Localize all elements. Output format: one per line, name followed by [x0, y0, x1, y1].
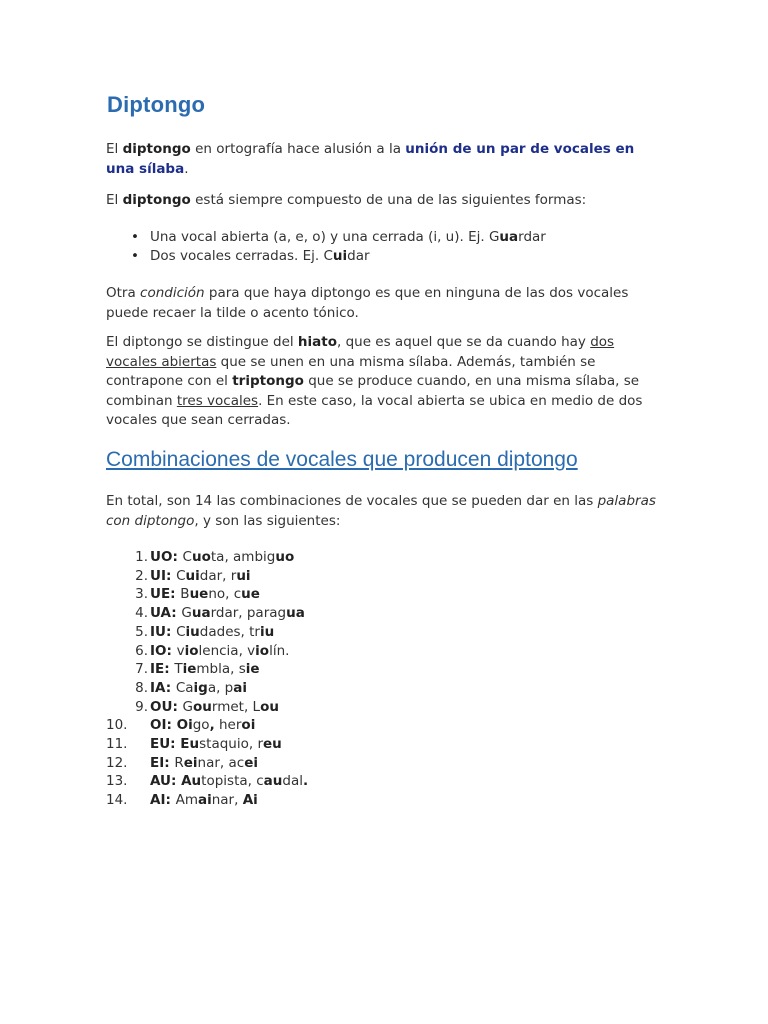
link-tres-vocales[interactable]: tres vocales [176, 392, 259, 409]
term-palabras-con-diptongo: palabras con diptongo [106, 493, 656, 529]
combination-item: 13. AU: Autopista, caudal. [106, 773, 309, 790]
combination-key: EI: [150, 754, 175, 771]
hiato-paragraph: El diptongo se distingue del hiato, que es aquel que se da cuando hay dos vocales abiertas que se unen en una misma sílaba. Además, también se contrapone con el triptongo que se produce cuando, en una misma sílaba, se combinan tres vocales. En este caso, la vocal abierta se ubica en medio de dos vocales que sean cerradas. [106, 334, 643, 428]
combination-key: UO: [150, 549, 183, 565]
combination-key: UE: [150, 586, 181, 603]
term-diptongo: diptongo [122, 192, 191, 208]
composition-paragraph: El diptongo está siempre compuesto de una de las siguientes formas: [106, 192, 587, 208]
term-condicion: condición [140, 285, 205, 301]
combination-item: 10. OI: Oigo, heroi [106, 717, 256, 734]
combination-item: 6. IO: violencia, violín. [135, 642, 290, 659]
combination-item: 1. UO: Cuota, ambiguo [135, 549, 295, 565]
combinations-list [106, 548, 308, 810]
term-triptongo: triptongo [232, 373, 304, 389]
combination-key: EU: [150, 736, 181, 753]
term-diptongo: diptongo [122, 141, 191, 157]
combination-key: IA: [150, 679, 176, 696]
condition-paragraph: Otra condición para que haya diptongo es que en ninguna de las dos vocales puede recaer la tilde o acento tónico. [106, 285, 629, 321]
link-dos-vocales-abiertas[interactable]: dos vocales abiertas [106, 334, 615, 370]
combination-item: 8. IA: Caiga, pai [135, 679, 248, 696]
combination-key: UA: [150, 605, 182, 622]
combination-key: UI: [150, 567, 177, 584]
combination-item: 3. UE: Bueno, cue [135, 586, 260, 603]
combination-key: AU: [150, 773, 182, 790]
combination-key: IO: [150, 642, 177, 659]
section-heading[interactable]: Combinaciones de vocales que producen diptongo [106, 448, 578, 471]
combination-key: OU: [150, 698, 183, 715]
combination-key: OI: [150, 717, 177, 734]
combination-item: 4. UA: Guardar, paragua [135, 605, 305, 622]
combination-item: 12. EI: Reinar, acei [106, 754, 258, 771]
bullet-item: • Dos vocales cerradas. Ej. Cuidar [150, 247, 546, 266]
combination-item: 11. EU: Eustaquio, reu [106, 736, 282, 753]
intro-paragraph: El diptongo en ortografía hace alusión a la unión de un par de vocales en una sílaba. [106, 141, 635, 177]
combination-key: IU: [150, 623, 177, 640]
page-title: Diptongo [107, 92, 206, 117]
combination-item: 2. UI: Cuidar, rui [135, 567, 251, 584]
combinations-intro: En total, son 14 las combinaciones de vocales que se pueden dar en las palabras con diptongo, y son las siguientes: [106, 493, 656, 529]
combination-item: 14. AI: Amainar, Ai [106, 792, 258, 809]
combination-item: 5. IU: Ciudades, triu [135, 623, 275, 640]
combination-item: 7. IE: Tiembla, sie [135, 661, 260, 678]
combination-item: 9. OU: Gourmet, Lou [135, 698, 279, 715]
forms-list [106, 228, 546, 266]
term-hiato: hiato [297, 334, 337, 350]
bullet-item: • Una vocal abierta (a, e, o) y una cerrada (i, u). Ej. Guardar [150, 228, 546, 247]
combination-key: IE: [150, 661, 175, 678]
combination-key: AI: [150, 792, 176, 809]
definition-highlight: unión de un par de vocales en una sílaba [106, 141, 635, 177]
